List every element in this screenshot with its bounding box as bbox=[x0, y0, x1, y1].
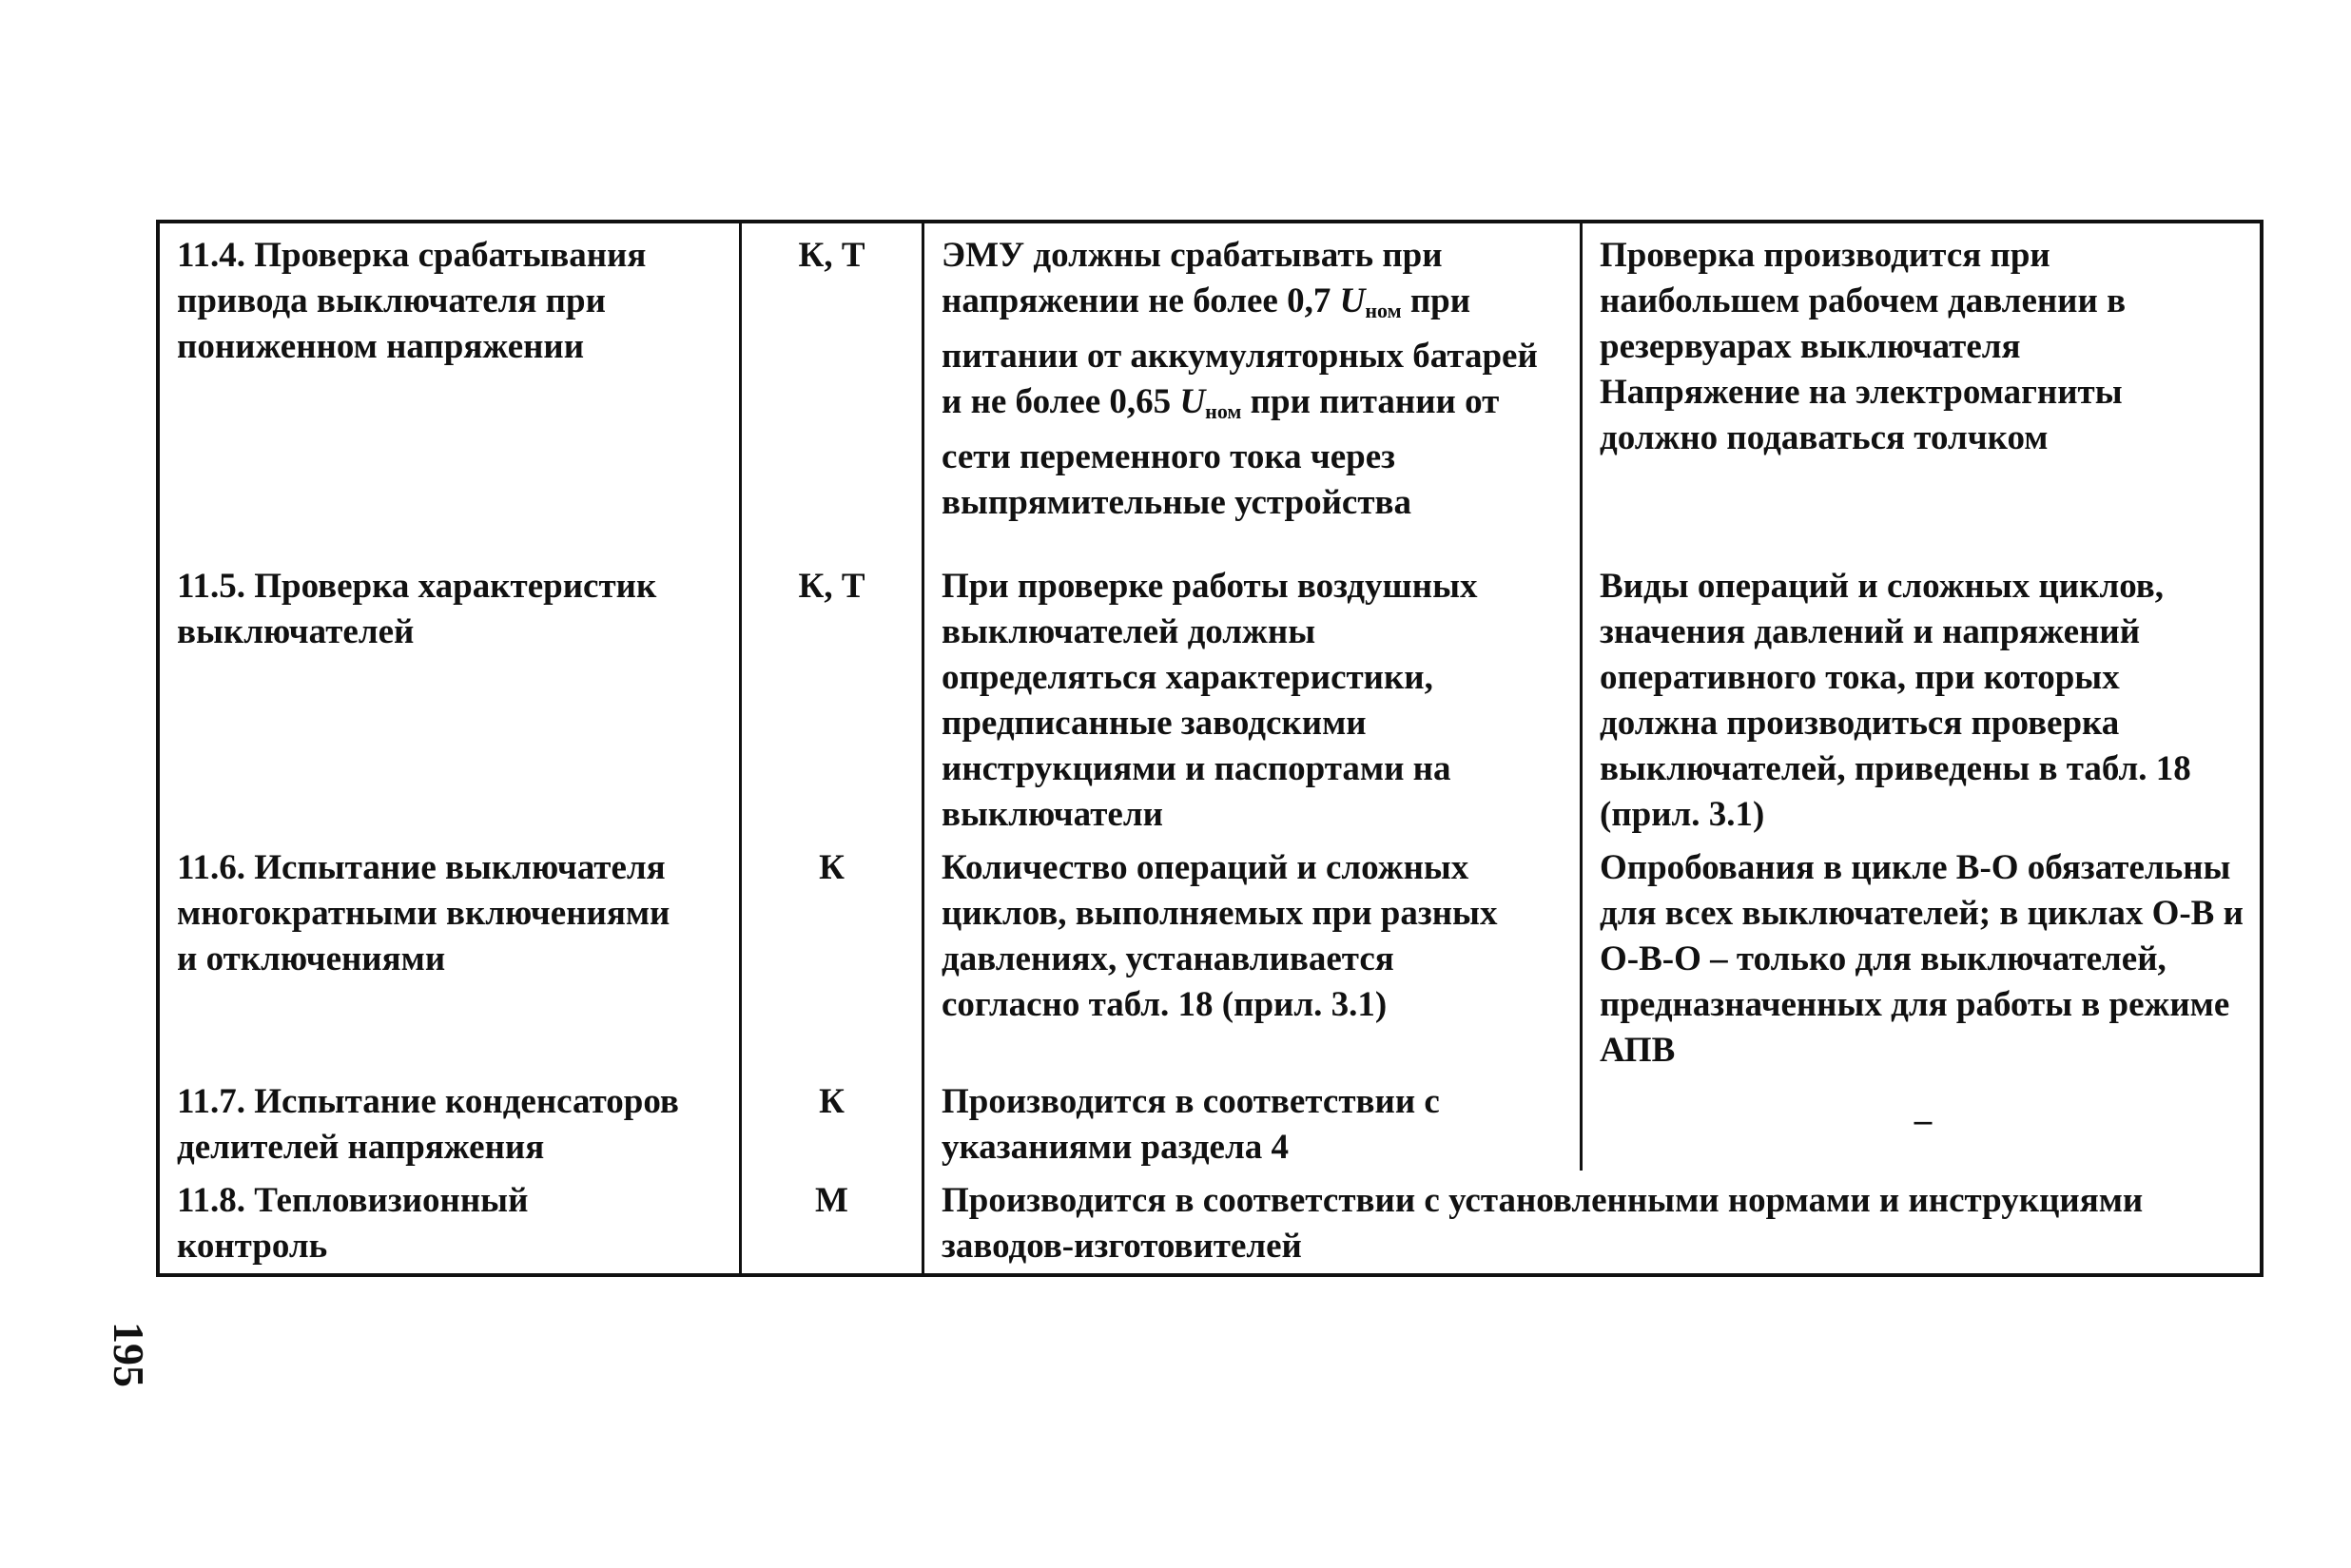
type-cell: К, Т bbox=[798, 567, 865, 606]
norm-cell bbox=[924, 233, 1581, 526]
norm-cell: Количество операций и сложных циклов, выполняемых при разных давлениях, устанавливается согласно табл. 18 (прил. 3.1) bbox=[942, 848, 1498, 1024]
norm-text: ном bbox=[1365, 299, 1402, 322]
type-cell: М bbox=[815, 1181, 848, 1220]
item-cell: 11.4. Проверка срабатывания привода выключателя при пониженном напряжении bbox=[177, 236, 647, 366]
norm-text: U bbox=[1339, 281, 1366, 320]
type-cell: К bbox=[819, 1082, 845, 1121]
norm-text: ном bbox=[1205, 399, 1242, 423]
norm-text: ЭМУ должны срабатывать при напряжении не более 0,7 bbox=[942, 236, 1443, 320]
norm-text: U bbox=[1179, 382, 1206, 421]
item-cell: 11.7. Испытание конденсаторов делителей напряжения bbox=[177, 1082, 679, 1167]
requirements-table bbox=[156, 220, 2264, 1277]
type-cell: К, Т bbox=[798, 236, 865, 275]
item-cell: 11.6. Испытание выключателя многократными включениями и отключениями bbox=[177, 848, 670, 978]
note-cell: Опробования в цикле В-О обязательны для всех выключателей; в циклах О-В и О-В-О – только для выключателей, предназначенных для работы в режиме АПВ bbox=[1600, 848, 2244, 1070]
item-cell: 11.8. Тепловизионный контроль bbox=[177, 1181, 529, 1266]
note-cell: Проверка производится при наибольшем рабочем давлении в резервуарах выключателя Напряжение на электромагниты должно подаваться толчком bbox=[1600, 236, 2127, 457]
type-cell: К bbox=[819, 848, 845, 887]
note-cell: Виды операций и сложных циклов, значения давлений и напряжений оперативного тока, при которых должна производиться проверка выключателей, приведены в табл. 18 (прил. 3.1) bbox=[1600, 567, 2191, 834]
note-cell: – bbox=[1914, 1101, 1933, 1140]
norm-text: при питании от сети переменного тока через выпрямительные устройства bbox=[942, 382, 1500, 522]
norm-text: при питании от аккумуляторных батарей и не более 0,65 bbox=[942, 281, 1538, 421]
page-number: 195 bbox=[105, 1322, 153, 1387]
norm-cell: Производится в соответствии с указаниями раздела 4 bbox=[942, 1082, 1440, 1167]
item-cell: 11.5. Проверка характеристик выключателей bbox=[177, 567, 657, 651]
norm-cell: При проверке работы воздушных выключателей должны определяться характеристики, предписанные заводскими инструкциями и паспортами на выключатели bbox=[942, 567, 1478, 834]
norm-cell: Производится в соответствии с установленными нормами и инструкциями заводов-изготовителей bbox=[942, 1181, 2144, 1266]
